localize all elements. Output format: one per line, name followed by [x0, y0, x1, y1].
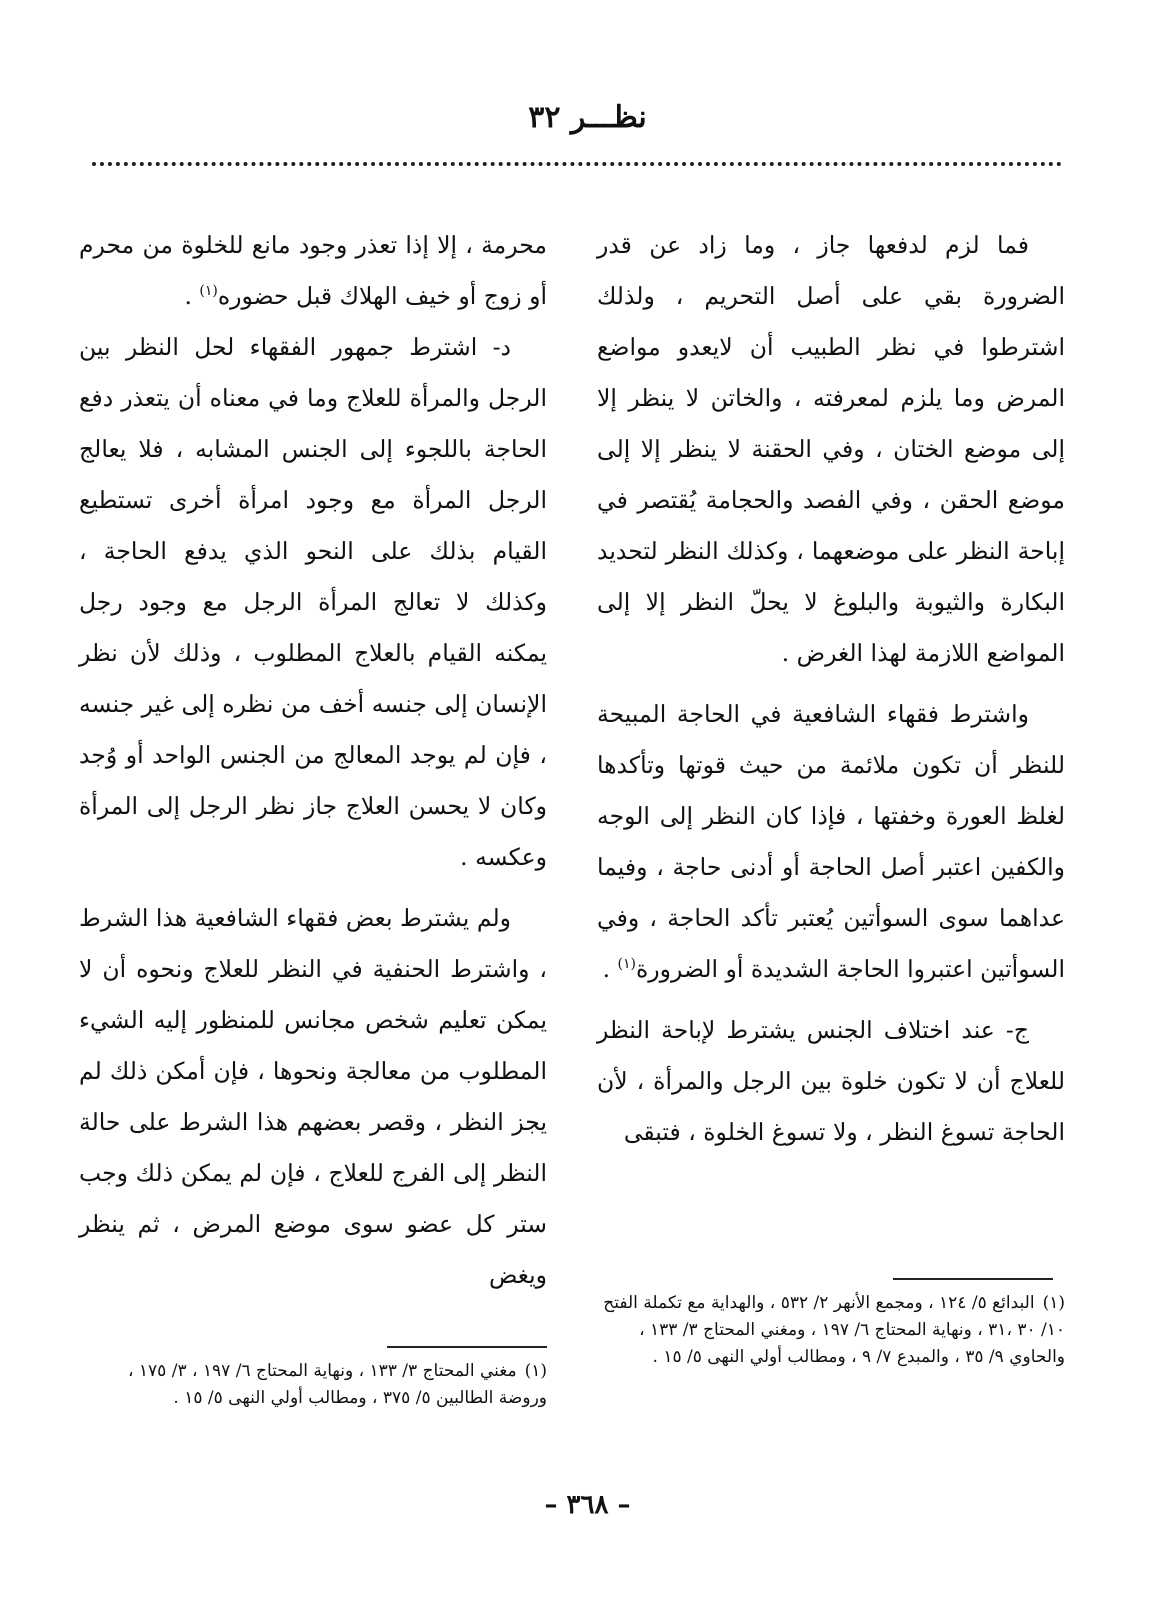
- footnote-text: مغني المحتاج ٣/ ١٣٣ ، ونهاية المحتاج ٦/ ١٩٧ ، ٣/ ١٧٥ ، وروضة الطالبين ٥/ ٣٧٥ ، ومطالب أولي النهى ٥/ ١٥ .: [128, 1361, 547, 1408]
- footnote-divider: [387, 1346, 547, 1348]
- header-dotted-divider: [92, 162, 1062, 166]
- paragraph-text: محرمة ، إلا إذا تعذر وجود مانع للخلوة من محرم أو زوج أو خيف الهلاك قبل حضوره: [79, 231, 547, 310]
- page-number: – ٣٦٨ –: [544, 1490, 631, 1520]
- paragraph-text: واشترط فقهاء الشافعية في الحاجة المبيحة للنظر أن تكون ملائمة من حيث قوتها وتأكدها لغلظ العورة وخفتها ، فإذا كان النظر إلى الوجه والكفين اعتبر أصل الحاجة أو أدنى حاجة ، وفيما عداهما سوى السوأتين يُعتبر تأكد الحاجة ، وفي السوأتين اعتبروا الحاجة الشديدة أو الضرورة: [597, 700, 1065, 983]
- page-header-title: نظـــر ٣٢: [528, 100, 647, 135]
- footnote-text: البدائع ٥/ ١٢٤ ، ومجمع الأنهر ٢/ ٥٣٢ ، والهداية مع تكملة الفتح ١٠/ ٣٠ ،٣١ ، ونهاية المحتاج ٦/ ١٩٧ ، ومغني المحتاج ٣/ ١٣٣ ، والحاوي ٩/ ٣٥ ، والمبدع ٧/ ٩ ، ومطالب أولي النهى ٥/ ١٥ .: [603, 1293, 1065, 1367]
- paragraph: [79, 220, 547, 322]
- footnote-number: (١): [1042, 1293, 1065, 1313]
- left-text-column: [79, 220, 547, 1301]
- paragraph: ولم يشترط بعض فقهاء الشافعية هذا الشرط ، واشترط الحنفية في النظر للعلاج ونحوه أن لا يمكن تعليم شخص مجانس للمنظور إليه الشيء المطلوب من معالجة ونحوها ، فإن أمكن ذلك لم يجز النظر ، وقصر بعضهم هذا الشرط على حالة النظر إلى الفرج للعلاج ، فإن لم يمكن ذلك وجب ستر كل عضو سوى موضع المرض ، ثم ينظر ويغض: [79, 904, 547, 1289]
- paragraph: [597, 689, 1065, 995]
- footnote-divider: [893, 1278, 1053, 1280]
- footnote-reference: (١): [199, 283, 218, 300]
- paragraph: ج- عند اختلاف الجنس يشترط لإباحة النظر للعلاج أن لا تكون خلوة بين الرجل والمرأة ، لأن الحاجة تسوغ النظر ، ولا تسوغ الخلوة ، فتبقى: [597, 1016, 1065, 1146]
- paragraph: فما لزم لدفعها جاز ، وما زاد عن قدر الضرورة بقي على أصل التحريم ، ولذلك اشترطوا في نظر الطبيب أن لايعدو مواضع المرض وما يلزم لمعرفته ، والخاتن لا ينظر إلا إلى موضع الختان ، وفي الحقنة لا ينظر إلا إلى موضع الحقن ، وفي الفصد والحجامة يُقتصر في إباحة النظر على موضعهما ، وكذلك النظر لتحديد البكارة والثيوبة والبلوغ لا يحلّ النظر إلا إلى المواضع اللازمة لهذا الغرض .: [597, 231, 1065, 667]
- footnote-number: (١): [524, 1361, 547, 1381]
- footnote-left: [79, 1358, 547, 1412]
- footnote-reference: (١): [617, 956, 636, 973]
- paragraph-end: .: [184, 282, 200, 310]
- footnote-right: [597, 1290, 1065, 1371]
- paragraph: د- اشترط جمهور الفقهاء لحل النظر بين الرجل والمرأة للعلاج وما في معناه أن يتعذر دفع الحاجة باللجوء إلى الجنس المشابه ، فلا يعالج الرجل المرأة مع وجود امرأة أخرى تستطيع القيام بذلك على النحو الذي يدفع الحاجة ، وكذلك لا تعالج المرأة الرجل مع وجود رجل يمكنه القيام بالعلاج المطلوب ، وذلك لأن نظر الإنسان إلى جنسه أخف من نظره إلى غير جنسه ، فإن لم يوجد المعالج من الجنس الواحد أو وُجد وكان لا يحسن العلاج جاز نظر الرجل إلى المرأة وعكسه .: [79, 333, 547, 871]
- right-text-column: [597, 220, 1065, 1158]
- paragraph-end: .: [602, 955, 618, 983]
